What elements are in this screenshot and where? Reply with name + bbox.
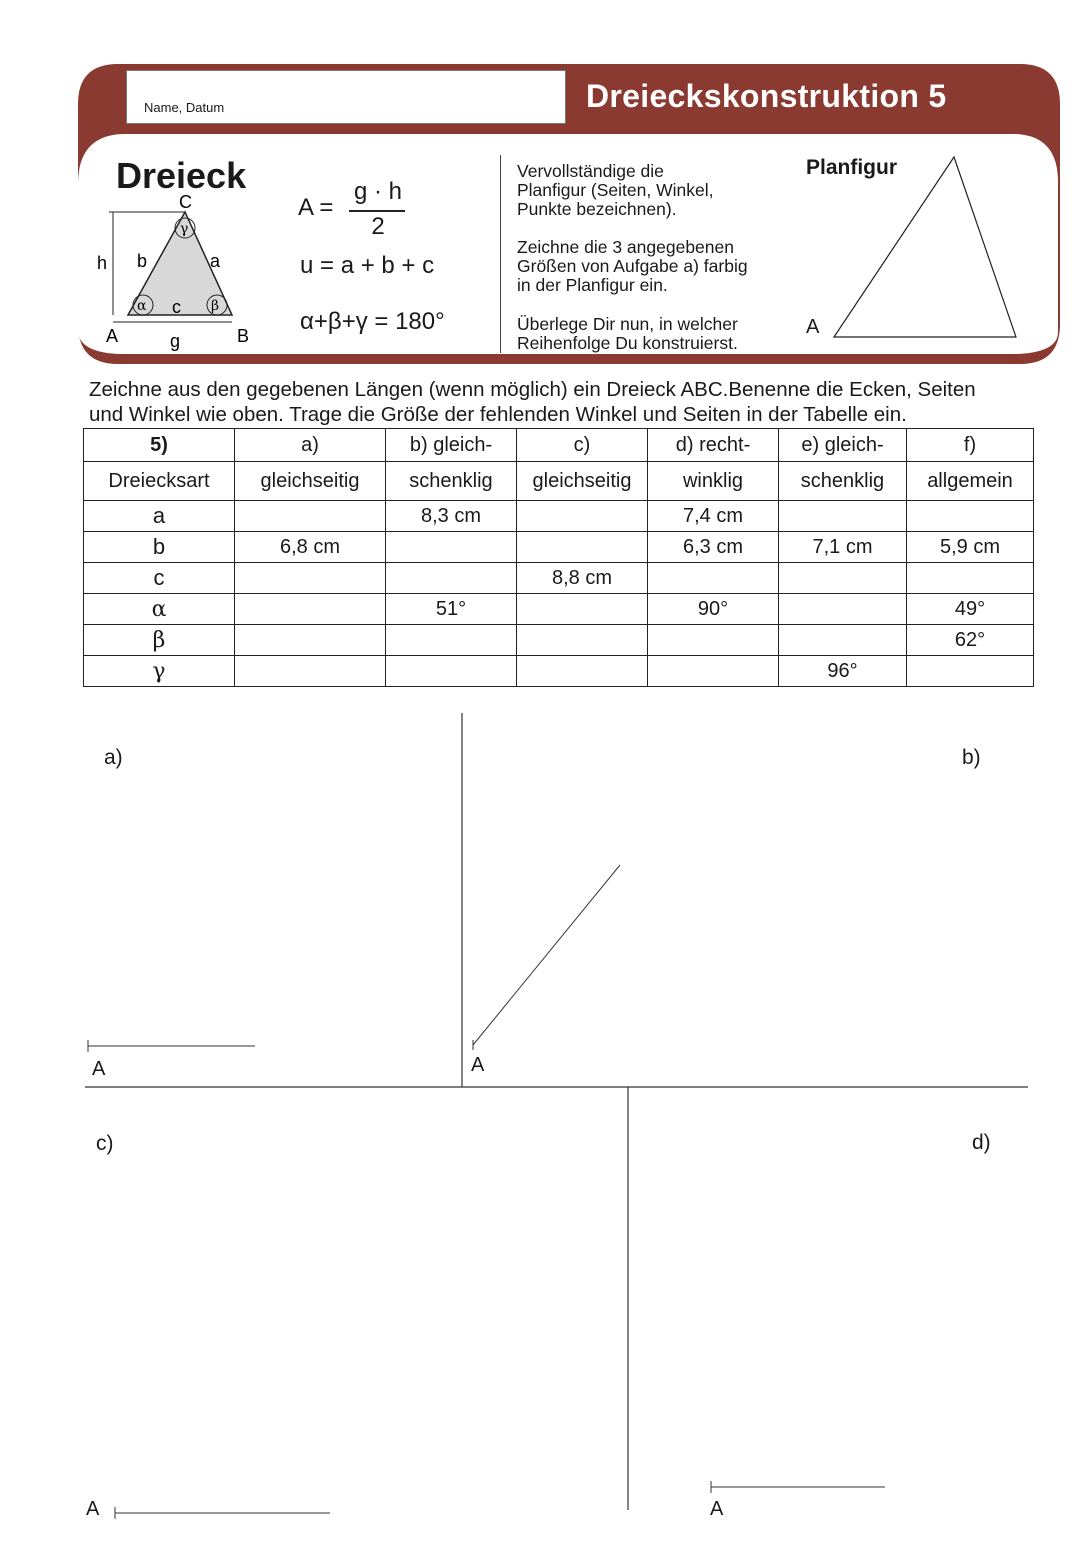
table-cell[interactable]: 49° (907, 594, 1034, 625)
row-label: c (84, 563, 235, 594)
header-cell: d) recht- (648, 429, 779, 462)
base-g-label: g (170, 331, 181, 351)
planfigur-vertex-a: A (806, 316, 820, 338)
table-cell[interactable]: 7,1 cm (779, 532, 907, 563)
angle-sum-formula: α+β+γ = 180° (300, 308, 445, 335)
instruction-1: Vervollständige die Planfigur (Seiten, Winkel, Punkte bezeichnen). (517, 161, 714, 219)
header-cell: allgemein (907, 462, 1034, 501)
area-formula-numerator: g · h (353, 178, 403, 205)
name-date-label: Name, Datum (144, 100, 225, 115)
row-label: β (84, 625, 235, 656)
table-cell[interactable]: 7,4 cm (648, 501, 779, 532)
header-cell: schenklig (386, 462, 517, 501)
row-label: α (84, 594, 235, 625)
vertex-a-label: A (106, 326, 119, 346)
header-cell: winklig (648, 462, 779, 501)
point-a-label-a: A (92, 1058, 106, 1080)
area-formula-denominator: 2 (371, 213, 385, 240)
point-a-label-d: A (710, 1498, 724, 1520)
header-cell: 5) (84, 429, 235, 462)
table-cell[interactable]: 6,8 cm (235, 532, 386, 563)
side-a-label: a (210, 251, 221, 271)
table-cell[interactable]: 8,3 cm (386, 501, 517, 532)
row-label: γ (84, 656, 235, 687)
section-title: Dreieck (116, 155, 247, 196)
header-cell: f) (907, 429, 1034, 462)
table-cell[interactable]: 51° (386, 594, 517, 625)
segment-b[interactable] (473, 865, 620, 1045)
point-a-label-b: A (471, 1054, 485, 1076)
worksheet-title: Dreieckskonstruktion 5 (586, 78, 947, 114)
beta-label: β (211, 298, 220, 314)
table-cell[interactable]: 62° (907, 625, 1034, 656)
vertex-c-label: C (179, 192, 192, 212)
task-b-label: b) (962, 746, 981, 769)
instruction-2: Zeichne die 3 angegebenen Größen von Aufgabe a) farbig in der Planfigur ein. (517, 237, 748, 295)
header-cell: b) gleich- (386, 429, 517, 462)
header-cell: schenklig (779, 462, 907, 501)
header-cell: a) (235, 429, 386, 462)
alpha-label: α (137, 298, 147, 314)
task-text-line2: und Winkel wie oben. Trage die Größe der fehlenden Winkel und Seiten in der Tabelle ein. (89, 403, 907, 426)
task-a-label: a) (104, 746, 123, 769)
table-cell[interactable]: 96° (779, 656, 907, 687)
header-cell: c) (517, 429, 648, 462)
header-cell: gleichseitig (235, 462, 386, 501)
height-label: h (97, 253, 108, 273)
task-c-label: c) (96, 1132, 114, 1155)
row-label: a (84, 501, 235, 532)
table-cell[interactable]: 6,3 cm (648, 532, 779, 563)
perimeter-formula: u = a + b + c (300, 252, 435, 279)
table-cell[interactable]: 8,8 cm (517, 563, 648, 594)
header-cell: gleichseitig (517, 462, 648, 501)
task-text-line1: Zeichne aus den gegebenen Längen (wenn möglich) ein Dreieck ABC.Benenne die Ecken, Seiten (89, 378, 976, 401)
area-formula-lhs: A = (298, 194, 334, 221)
instruction-3: Überlege Dir nun, in welcher Reihenfolge Du konstruierst. (517, 314, 738, 353)
side-b-label: b (137, 251, 148, 271)
header-cell: e) gleich- (779, 429, 907, 462)
planfigur-title: Planfigur (806, 156, 898, 179)
vertex-b-label: B (237, 326, 250, 346)
task-d-label: d) (972, 1131, 991, 1154)
table-cell[interactable]: 5,9 cm (907, 532, 1034, 563)
header-cell: Dreiecksart (84, 462, 235, 501)
table-cell[interactable]: 90° (648, 594, 779, 625)
gamma-label: γ (180, 221, 189, 237)
point-a-label-c: A (86, 1498, 100, 1520)
side-c-label: c (172, 297, 181, 317)
row-label: b (84, 532, 235, 563)
